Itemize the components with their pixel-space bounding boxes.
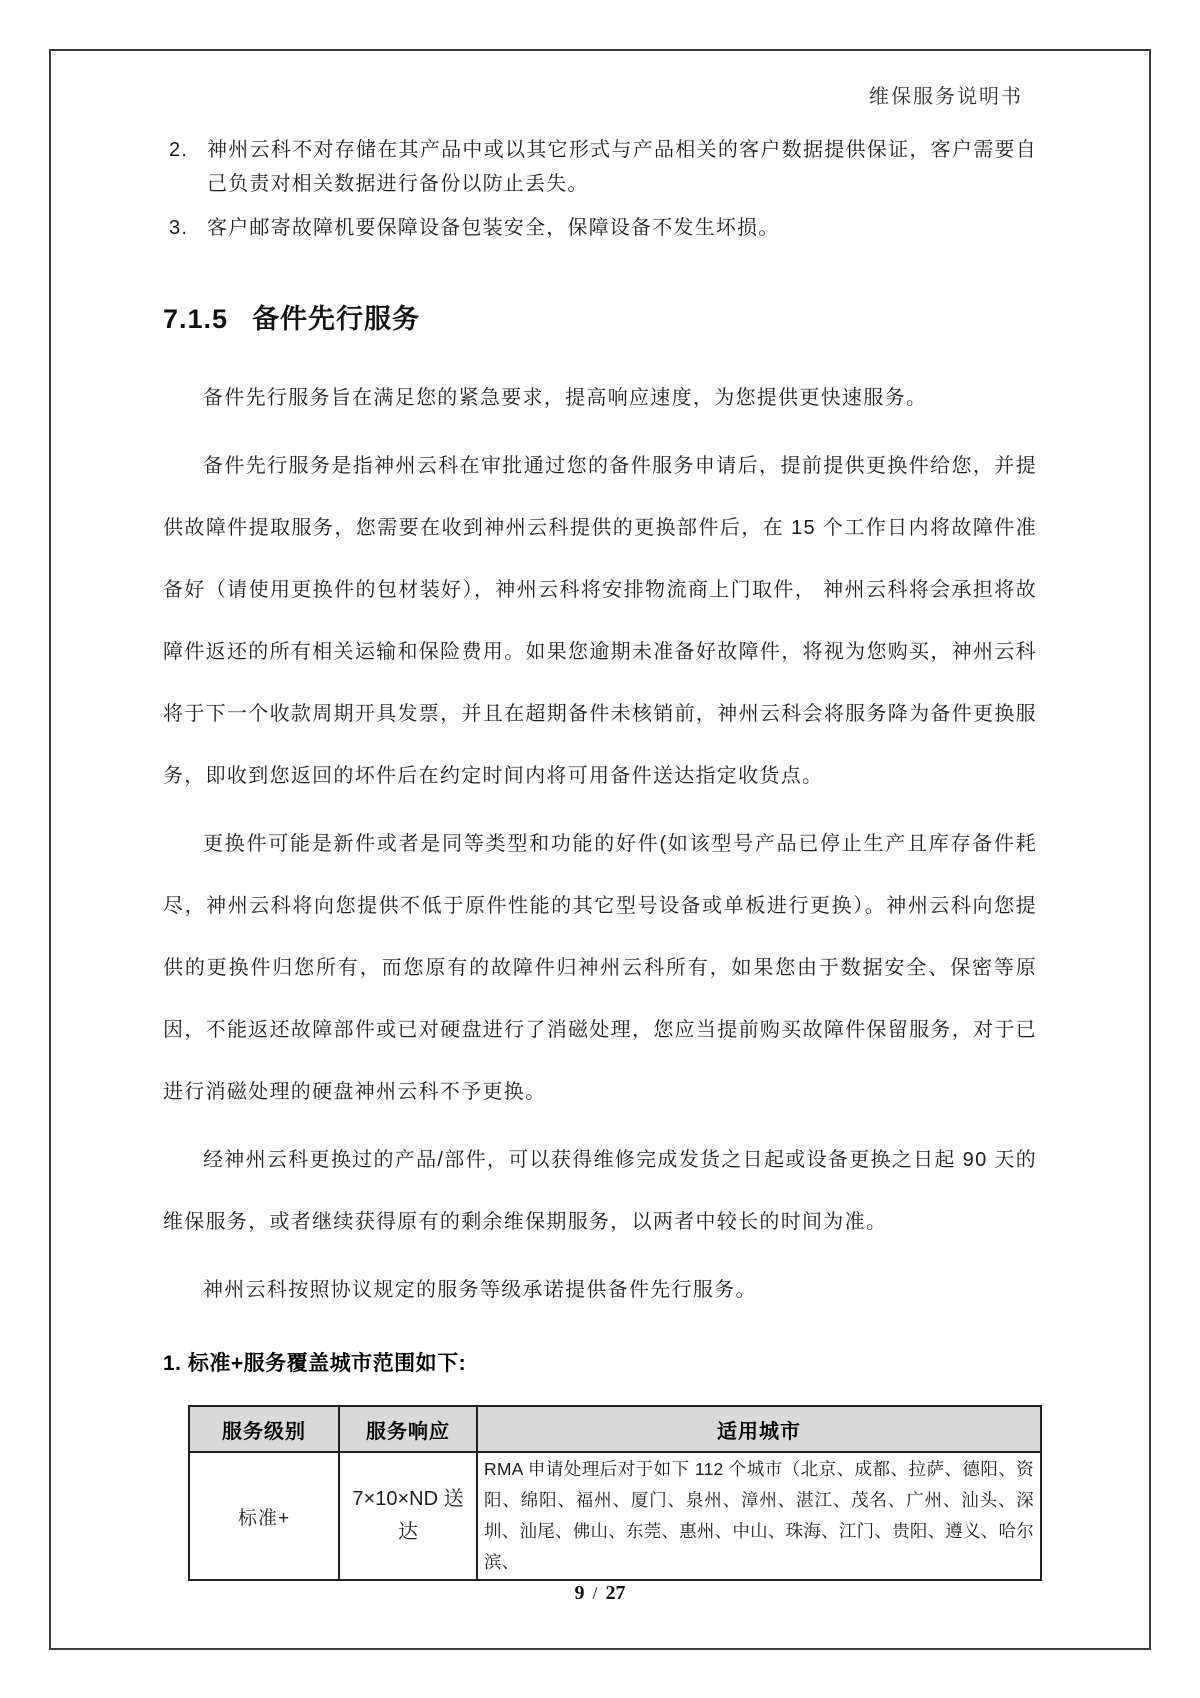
coverage-table-label: 1. 标准+服务覆盖城市范围如下: bbox=[163, 1352, 467, 1375]
section-title: 备件先行服务 bbox=[252, 304, 421, 334]
column-header-service-response: 服务响应 bbox=[339, 1406, 477, 1452]
cell-applicable-cities: RMA 申请处理后对于如下 112 个城市（北京、成都、拉萨、德阳、资阳、绵阳、福州、厦门、泉州、漳州、湛江、茂名、广州、汕头、深圳、汕尾、佛山、东莞、惠州、中山、珠海、江门、贵阳、遵义、哈尔滨、 bbox=[477, 1452, 1041, 1580]
paragraph: 备件先行服务是指神州云科在审批通过您的备件服务申请后，提前提供更换件给您，并提供故障件提取服务，您需要在收到神州云科提供的更换部件后，在 15 个工作日内将故障件准备好（请使用更换件的包材装好），神州云科将安排物流商上门取件， 神州云科将会承担将故障件返还的所有相关运输和保险费用。如果您逾期未准备好故障件，将视为您购买，神州云科将于下一个收款周期开具发票，并且在超期备件未核销前，神州云科会将服务降为备件更换服务，即收到您返回的坏件后在约定时间内将可用备件送达指定收货点。 bbox=[163, 455, 1037, 787]
header-title: 维保服务说明书 bbox=[869, 86, 1023, 108]
list-item-number: 3. bbox=[169, 217, 189, 239]
service-coverage-table bbox=[188, 1405, 1042, 1581]
page-number-total: 27 bbox=[605, 1582, 626, 1604]
section-heading bbox=[163, 301, 1037, 337]
notes-list bbox=[163, 133, 1037, 245]
column-header-applicable-cities: 适用城市 bbox=[477, 1406, 1041, 1452]
list-item bbox=[169, 211, 1037, 245]
paragraph: 更换件可能是新件或者是同等类型和功能的好件(如该型号产品已停止生产且库存备件耗尽，神州云科将向您提供不低于原件性能的其它型号设备或单板进行更换）。神州云科向您提供的更换件归您所有，而您原有的故障件归神州云科所有，如果您由于数据安全、保密等原因，不能返还故障部件或已对硬盘进行了消磁处理，您应当提前购买故障件保留服务，对于已进行消磁处理的硬盘神州云科不予更换。 bbox=[163, 833, 1037, 1103]
cell-service-level: 标准+ bbox=[189, 1452, 339, 1580]
page-footer bbox=[0, 1582, 1200, 1605]
table-row bbox=[189, 1452, 1041, 1580]
paragraph: 备件先行服务旨在满足您的紧急要求，提高响应速度，为您提供更快速服务。 bbox=[203, 387, 928, 409]
page-header bbox=[163, 80, 1037, 109]
section-number: 7.1.5 bbox=[163, 304, 229, 334]
list-item-text: 客户邮寄故障机要保障设备包装安全，保障设备不发生坏损。 bbox=[207, 217, 780, 239]
table-header-row bbox=[189, 1406, 1041, 1452]
list-item-text: 神州云科不对存储在其产品中或以其它形式与产品相关的客户数据提供保证，客户需要自己负责对相关数据进行备份以防止丢失。 bbox=[207, 139, 1037, 195]
page-number-current: 9 bbox=[574, 1582, 585, 1604]
page-number-separator: / bbox=[592, 1583, 598, 1603]
cell-service-response: 7×10×ND 送达 bbox=[339, 1452, 477, 1580]
section-body bbox=[163, 367, 1037, 1321]
column-header-service-level: 服务级别 bbox=[189, 1406, 339, 1452]
paragraph: 神州云科按照协议规定的服务等级承诺提供备件先行服务。 bbox=[203, 1279, 757, 1301]
list-item-number: 2. bbox=[169, 139, 189, 161]
paragraph: 经神州云科更换过的产品/部件，可以获得维修完成发货之日起或设备更换之日起 90 天的维保服务，或者继续获得原有的剩余维保期服务，以两者中较长的时间为准。 bbox=[163, 1149, 1037, 1233]
list-item bbox=[169, 133, 1037, 201]
document-content bbox=[163, 133, 1037, 1581]
